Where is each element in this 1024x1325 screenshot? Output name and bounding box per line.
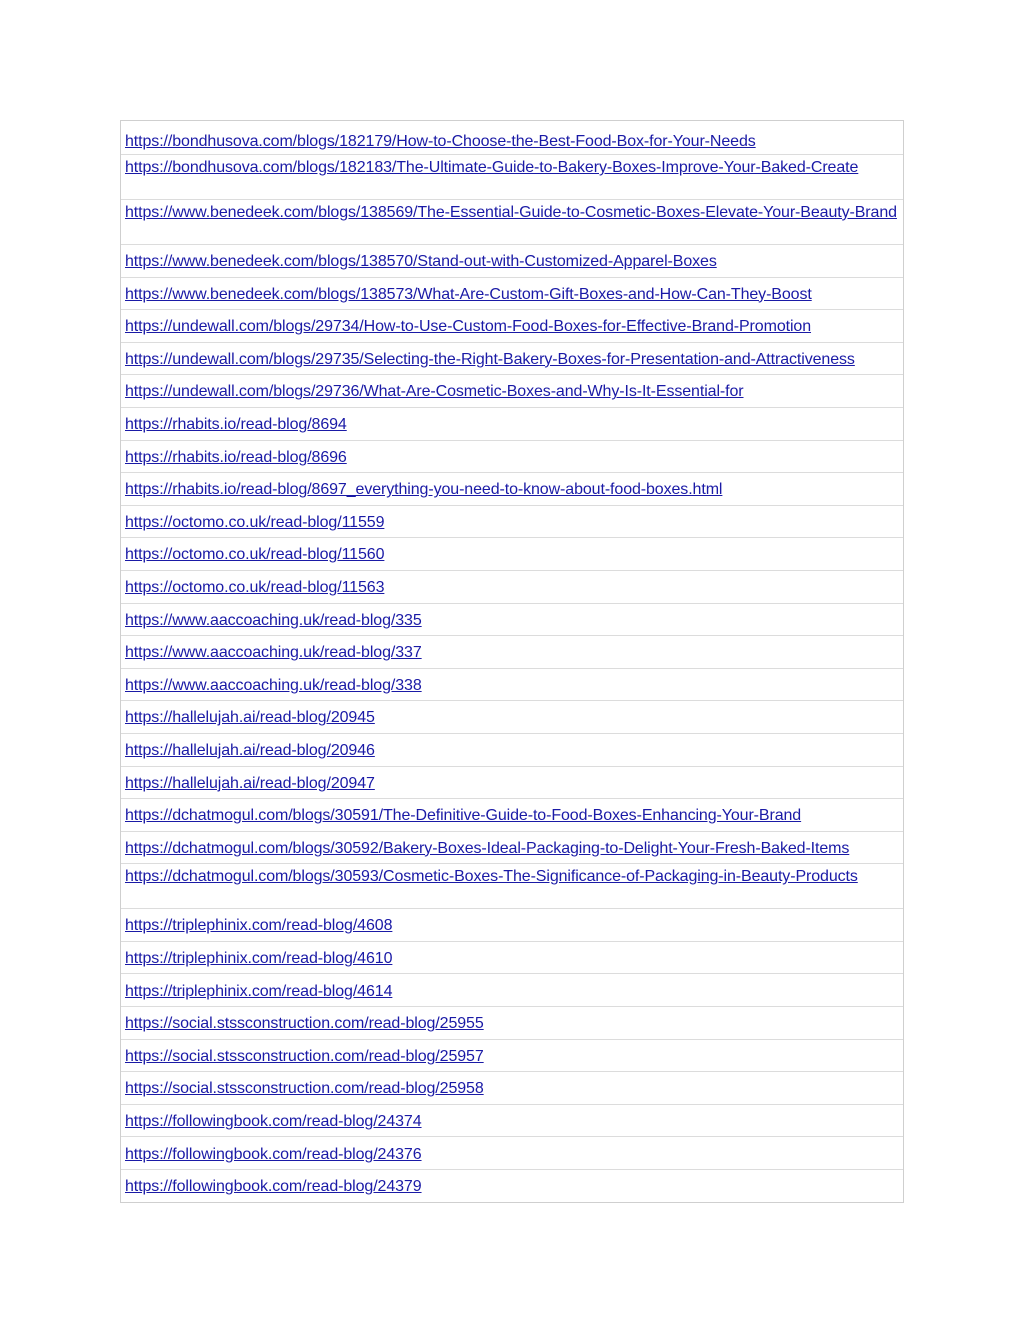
blog-link[interactable]: https://rhabits.io/read-blog/8696 [125, 448, 347, 466]
blog-link[interactable]: https://triplephinix.com/read-blog/4610 [125, 949, 393, 967]
table-row [121, 1006, 903, 1039]
blog-link[interactable]: https://www.aaccoaching.uk/read-blog/337 [125, 644, 422, 662]
blog-link[interactable]: https://triplephinix.com/read-blog/4608 [125, 917, 393, 935]
blog-link[interactable]: https://hallelujah.ai/read-blog/20947 [125, 774, 375, 792]
blog-link[interactable]: https://www.benedeek.com/blogs/138569/The-Essential-Guide-to-Cosmetic-Boxes-Elevate-Your-Beauty-Brand [125, 204, 897, 221]
blog-link[interactable]: https://followingbook.com/read-blog/24376 [125, 1145, 422, 1163]
blog-link[interactable]: https://dchatmogul.com/blogs/30591/The-Definitive-Guide-to-Food-Boxes-Enhancing-Your-Brand [125, 807, 802, 825]
blog-link[interactable]: https://dchatmogul.com/blogs/30593/Cosmetic-Boxes-The-Significance-of-Packaging-in-Beauty-Products [125, 868, 858, 886]
table-row [121, 973, 903, 1006]
table-row [121, 941, 903, 974]
blog-link[interactable]: https://bondhusova.com/blogs/182183/The-Ultimate-Guide-to-Bakery-Boxes-Improve-Your-Baked-Create [125, 159, 859, 176]
table-row [121, 244, 903, 277]
table-row [121, 472, 903, 505]
blog-link[interactable]: https://www.benedeek.com/blogs/138570/Stand-out-with-Customized-Apparel-Boxes [125, 253, 717, 271]
blog-link[interactable]: https://dchatmogul.com/blogs/30592/Bakery-Boxes-Ideal-Packaging-to-Delight-Your-Fresh-Baked-Items [125, 839, 850, 857]
table-row [121, 1104, 903, 1137]
table-row [121, 668, 903, 701]
blog-link[interactable]: https://followingbook.com/read-blog/24379 [125, 1178, 422, 1196]
table-row [121, 277, 903, 310]
table-row [121, 766, 903, 799]
blog-link[interactable]: https://octomo.co.uk/read-blog/11559 [125, 513, 385, 531]
blog-link[interactable]: https://hallelujah.ai/read-blog/20945 [125, 709, 375, 727]
blog-link[interactable]: https://octomo.co.uk/read-blog/11563 [125, 579, 385, 597]
blog-link[interactable]: https://undewall.com/blogs/29736/What-Are-Cosmetic-Boxes-and-Why-Is-It-Essential-for [125, 383, 744, 401]
blog-link[interactable]: https://social.stssconstruction.com/read-blog/25955 [125, 1015, 484, 1033]
table-row [121, 309, 903, 342]
table-row [121, 1136, 903, 1169]
blog-link[interactable]: https://rhabits.io/read-blog/8697_everything-you-need-to-know-about-food-boxes.html [125, 481, 723, 499]
blog-link[interactable]: https://rhabits.io/read-blog/8694 [125, 416, 347, 434]
table-row [121, 537, 903, 570]
table-row [121, 1039, 903, 1072]
blog-link[interactable]: https://triplephinix.com/read-blog/4614 [125, 982, 393, 1000]
blog-link[interactable]: https://www.aaccoaching.uk/read-blog/335 [125, 611, 422, 629]
table-row [121, 798, 903, 831]
blog-link[interactable]: https://www.benedeek.com/blogs/138573/What-Are-Custom-Gift-Boxes-and-How-Can-They-Boost [125, 285, 812, 303]
table-row [121, 374, 903, 407]
blog-link[interactable]: https://bondhusova.com/blogs/182179/How-to-Choose-the-Best-Food-Box-for-Your-Needs [125, 132, 756, 150]
table-row [121, 863, 903, 908]
table-row [121, 733, 903, 766]
table-row [121, 121, 903, 154]
link-table [120, 120, 904, 1203]
blog-link[interactable]: https://www.aaccoaching.uk/read-blog/338 [125, 676, 422, 694]
table-row [121, 199, 903, 244]
blog-link[interactable]: https://octomo.co.uk/read-blog/11560 [125, 546, 385, 564]
table-row [121, 342, 903, 375]
table-row [121, 505, 903, 538]
table-row [121, 407, 903, 440]
blog-link[interactable]: https://social.stssconstruction.com/read-blog/25958 [125, 1080, 484, 1098]
table-row [121, 700, 903, 733]
table-row [121, 635, 903, 668]
blog-link[interactable]: https://followingbook.com/read-blog/24374 [125, 1112, 422, 1130]
table-row [121, 154, 903, 199]
blog-link[interactable]: https://undewall.com/blogs/29735/Selecting-the-Right-Bakery-Boxes-for-Presentation-and-Attractiveness [125, 350, 855, 368]
blog-link[interactable]: https://social.stssconstruction.com/read-blog/25957 [125, 1047, 484, 1065]
blog-link[interactable]: https://hallelujah.ai/read-blog/20946 [125, 742, 375, 759]
table-row [121, 1169, 903, 1202]
table-row [121, 603, 903, 636]
table-row [121, 1071, 903, 1104]
table-row [121, 831, 903, 864]
table-row [121, 570, 903, 603]
table-row [121, 908, 903, 941]
blog-link[interactable]: https://undewall.com/blogs/29734/How-to-Use-Custom-Food-Boxes-for-Effective-Brand-Promotion [125, 318, 812, 336]
table-row [121, 440, 903, 473]
